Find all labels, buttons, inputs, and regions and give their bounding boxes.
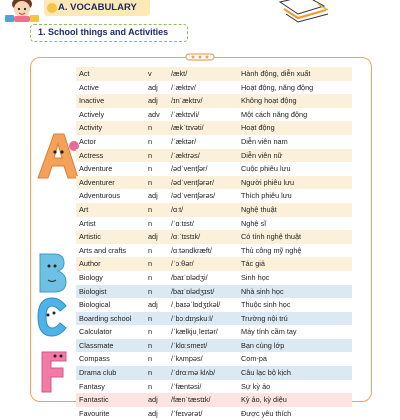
vocab-row xyxy=(76,230,352,244)
vocab-row xyxy=(76,257,352,271)
vocab-pos: n xyxy=(148,381,153,391)
vocab-row xyxy=(76,189,352,203)
vocab-pos: n xyxy=(148,286,153,296)
vocab-word: Favourite xyxy=(79,408,110,418)
vocab-word: Calculator xyxy=(79,327,112,337)
vocab-meaning: Thủ công mỹ nghệ xyxy=(241,245,302,255)
vocab-pos: adv xyxy=(148,109,160,119)
vocab-pos: adj xyxy=(148,232,158,242)
vocab-row xyxy=(76,366,352,380)
vocab-meaning: Hoạt động, năng động xyxy=(241,82,314,92)
vocab-pos: v xyxy=(148,69,152,78)
vocab-ipa: /ˈɔːθər/ xyxy=(171,259,194,269)
vocab-ipa: /ˈfæntəsi/ xyxy=(171,381,202,391)
vocab-row xyxy=(76,149,352,163)
vocab-pos: n xyxy=(148,150,153,160)
vocab-meaning: Hoạt động xyxy=(241,123,275,133)
vocab-row xyxy=(76,271,352,285)
vocab-word: Biology xyxy=(79,272,103,282)
vocab-meaning: Có tính nghệ thuật xyxy=(241,232,302,242)
vocab-ipa: /ɑːˈtɪstɪk/ xyxy=(171,232,201,242)
vocab-word: Drama club xyxy=(79,368,117,378)
vocab-ipa: /baɪˈɒlədʒi/ xyxy=(171,272,208,282)
vocab-meaning: Được yêu thích xyxy=(241,408,292,418)
vocab-pos: n xyxy=(148,368,153,378)
vocab-pos: adj xyxy=(148,408,158,418)
vocab-pos: n xyxy=(148,340,153,350)
vocab-ipa: /ˈklɑːsmeɪt/ xyxy=(171,340,208,350)
vocab-row xyxy=(76,312,352,326)
vocab-ipa: /ˈkʌmpəs/ xyxy=(171,354,203,364)
vocab-pos: n xyxy=(148,354,153,364)
vocab-pos: adj xyxy=(148,191,158,201)
vocab-word: Actor xyxy=(79,136,97,146)
vocab-pos: n xyxy=(148,327,153,337)
vocab-word: Artist xyxy=(79,218,96,228)
section-title: 1. School things and Activities xyxy=(38,27,169,37)
header-title: A. VOCABULARY xyxy=(58,2,137,13)
vocab-row xyxy=(76,217,352,231)
section-label-box xyxy=(30,24,188,42)
vocab-word: Fantasy xyxy=(79,381,105,391)
vocab-pos: n xyxy=(148,123,153,133)
vocab-row xyxy=(76,298,352,312)
panel-tab-icon xyxy=(180,53,220,61)
vocab-ipa: /ədˈventʃərəs/ xyxy=(171,191,216,201)
vocab-row xyxy=(76,67,352,81)
vocab-ipa: /ədˈventʃərər/ xyxy=(171,177,214,187)
vocab-pos: adj xyxy=(148,300,158,310)
vocab-row xyxy=(76,121,352,135)
section-header xyxy=(44,0,150,16)
vocab-meaning: Một cách năng động xyxy=(241,109,308,119)
vocab-pos: n xyxy=(148,177,153,187)
vocab-row xyxy=(76,108,352,122)
vocab-meaning: Sinh học xyxy=(241,272,270,282)
mascot-icon xyxy=(0,0,44,22)
vocab-ipa: /ˈæktrəs/ xyxy=(171,150,200,160)
letter-f-icon xyxy=(38,350,68,394)
vocab-meaning: Thuộc sinh học xyxy=(241,300,291,310)
letter-c-icon xyxy=(36,296,70,338)
vocab-row xyxy=(76,325,352,339)
letter-a-icon xyxy=(34,130,82,180)
vocab-meaning: Nghệ sĩ xyxy=(241,218,267,228)
vocab-pos: adj xyxy=(148,395,158,405)
vocab-pos: n xyxy=(148,136,153,146)
vocab-word: Artistic xyxy=(79,232,101,242)
vocab-word: Inactive xyxy=(79,96,105,106)
vocab-word: Art xyxy=(79,204,89,214)
vocab-meaning: Sự kỳ ảo xyxy=(241,381,271,391)
vocab-meaning: Com-pa xyxy=(241,354,267,364)
vocab-word: Actress xyxy=(79,150,104,160)
vocab-ipa: /ˈæktɪvli/ xyxy=(171,109,200,119)
vocab-meaning: Tác giả xyxy=(241,259,265,269)
vocab-ipa: /ˈfeɪvərət/ xyxy=(171,408,203,418)
vocab-word: Fantastic xyxy=(79,395,109,405)
vocab-word: Active xyxy=(79,82,99,92)
vocab-pos: n xyxy=(148,218,153,228)
vocab-row xyxy=(76,380,352,394)
vocab-word: Boarding school xyxy=(79,313,132,323)
vocab-meaning: Thích phiêu lưu xyxy=(241,191,292,201)
vocab-word: Author xyxy=(79,259,101,269)
vocab-word: Adventurer xyxy=(79,177,115,187)
vocab-ipa: /ɑːtəndkræft/ xyxy=(171,245,212,255)
vocab-word: Arts and crafts xyxy=(79,245,127,255)
vocab-ipa: /ədˈventʃər/ xyxy=(171,164,208,174)
vocab-row xyxy=(76,244,352,258)
vocab-pos: adj xyxy=(148,96,158,106)
vocab-table xyxy=(76,67,352,420)
vocab-pos: n xyxy=(148,259,153,269)
vocab-row xyxy=(76,352,352,366)
vocab-pos: n xyxy=(148,245,153,255)
vocab-ipa: /ɑːt/ xyxy=(171,204,184,214)
vocab-meaning: Người phiêu lưu xyxy=(241,177,295,187)
vocab-meaning: Kỳ ảo, kỳ diệu xyxy=(241,395,287,405)
vocab-meaning: Bạn cùng lớp xyxy=(241,340,285,350)
vocab-ipa: /ˈbɔːdɪŋskuːl/ xyxy=(171,313,213,323)
vocab-word: Biological xyxy=(79,300,111,310)
vocab-meaning: Nhà sinh học xyxy=(241,286,284,296)
vocab-ipa: /ˈɑːtɪst/ xyxy=(171,218,194,228)
vocab-pos: n xyxy=(148,272,153,282)
number-badge-icon xyxy=(46,2,58,14)
vocab-ipa: /ˈdrɑːmə klʌb/ xyxy=(171,368,216,378)
vocab-word: Actively xyxy=(79,109,105,119)
vocab-row xyxy=(76,339,352,353)
vocab-pos: n xyxy=(148,204,153,214)
vocab-ipa: /ˈæktər/ xyxy=(171,136,197,146)
vocab-meaning: Câu lạc bộ kịch xyxy=(241,368,291,378)
vocab-meaning: Máy tính cầm tay xyxy=(241,327,297,337)
vocab-word: Act xyxy=(79,69,90,78)
vocab-row xyxy=(76,393,352,407)
vocab-row xyxy=(76,285,352,299)
vocab-row xyxy=(76,81,352,95)
vocab-row xyxy=(76,407,352,420)
vocab-meaning: Nghệ thuật xyxy=(241,204,277,214)
vocab-meaning: Cuộc phiêu lưu xyxy=(241,164,291,174)
vocab-row xyxy=(76,203,352,217)
vocab-word: Classmate xyxy=(79,340,114,350)
vocab-ipa: /baɪˈɒlədʒɪst/ xyxy=(171,286,215,296)
vocab-row xyxy=(76,176,352,190)
books-icon xyxy=(276,0,340,22)
vocab-pos: n xyxy=(148,164,153,174)
vocab-row xyxy=(76,135,352,149)
vocab-meaning: Trường nội trú xyxy=(241,313,288,323)
vocab-pos: adj xyxy=(148,82,158,92)
vocab-word: Activity xyxy=(79,123,103,133)
vocab-meaning: Diễn viên nữ xyxy=(241,150,283,160)
vocab-pos: n xyxy=(148,313,153,323)
vocab-meaning: Diễn viên nam xyxy=(241,136,288,146)
vocab-meaning: Hành động, diễn xuất xyxy=(241,69,311,78)
letter-b-icon xyxy=(36,252,68,294)
vocab-ipa: /fænˈtæstɪk/ xyxy=(171,395,211,405)
vocab-ipa: /ˈæktɪv/ xyxy=(171,82,196,92)
vocab-row xyxy=(76,162,352,176)
vocab-ipa: /ækˈtɪvəti/ xyxy=(171,123,204,133)
vocab-word: Adventure xyxy=(79,164,113,174)
vocab-word: Adventurous xyxy=(79,191,120,201)
vocab-ipa: /ˌbaɪəˈlɒdʒɪkəl/ xyxy=(171,300,221,310)
vocab-ipa: /ɪnˈæktɪv/ xyxy=(171,96,203,106)
vocab-word: Biologist xyxy=(79,286,107,296)
vocab-row xyxy=(76,94,352,108)
vocab-ipa: /ækt/ xyxy=(171,69,188,78)
vocab-word: Compass xyxy=(79,354,110,364)
vocab-meaning: Không hoạt động xyxy=(241,96,297,106)
vocab-ipa: /ˈkælkjuˌleɪtər/ xyxy=(171,327,218,337)
